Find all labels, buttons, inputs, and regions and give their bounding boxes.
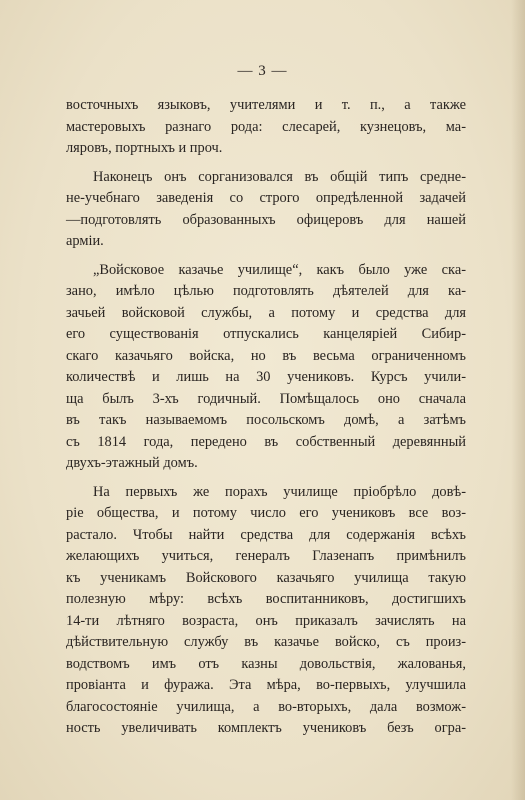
- text-line: ность увеличивать комплектъ учениковъ безъ огра-: [66, 720, 466, 736]
- text-line: провіанта и фуража. Эта мѣра, во-первыхъ, улучшила: [66, 677, 466, 693]
- paragraph: [66, 260, 466, 475]
- paragraph-gap: [66, 160, 466, 167]
- text-line: 14-ти лѣтняго возраста, онъ приказалъ зачислять на: [66, 612, 466, 629]
- text-line: дѣйствительную службу въ казачье войско, съ произ-: [66, 634, 466, 650]
- text-line: въ такъ называемомъ посольскомъ домѣ, а затѣмъ: [66, 412, 466, 428]
- text-line: арміи.: [66, 233, 104, 249]
- text-line: восточныхъ языковъ, учителями и т. п., а также: [66, 97, 466, 113]
- paragraph: [66, 167, 466, 253]
- paragraph: [66, 95, 466, 160]
- text-line: ріе общества, и потому число его учениковъ все воз-: [66, 505, 466, 521]
- page-edge-shadow: [511, 0, 525, 800]
- text-line: его существованія отпускались канцеляріей Сибир-: [66, 326, 466, 342]
- text-line: растало. Чтобы найти средства для содержанія всѣхъ: [66, 526, 466, 543]
- paragraph: [66, 482, 466, 740]
- text-line: ща былъ 3-хъ годичный. Помѣщалось оно сначала: [66, 390, 466, 407]
- text-line: желающихъ учиться, генералъ Глазенапъ примѣнилъ: [66, 548, 466, 564]
- text-line: —подготовлять образованныхъ офицеровъ для нашей: [66, 211, 466, 228]
- text-line: Наконецъ онъ сорганизовался въ общій типъ средне-: [93, 168, 466, 185]
- text-line: съ 1814 года, передено въ собственный деревянный: [66, 433, 466, 450]
- text-line: полезную мѣру: всѣхъ воспитанниковъ, достигшихъ: [66, 591, 466, 607]
- text-line: благосостояніе училища, а во-вторыхъ, дала возмож-: [66, 698, 466, 715]
- paragraph-gap: [66, 253, 466, 260]
- body-text: [66, 95, 466, 740]
- text-line: зачьей войсковой службы, а потому и средства для: [66, 304, 466, 321]
- text-line: количествѣ и лишь на 30 учениковъ. Курсъ учили-: [66, 369, 466, 385]
- text-line: скаго казачьяго войска, но въ весьма ограниченномъ: [66, 347, 466, 364]
- text-line: къ ученикамъ Войскового казачьяго училища такую: [66, 569, 466, 586]
- text-line: На первыхъ же порахъ училище пріобрѣло довѣ-: [93, 483, 466, 500]
- text-line: двухъ-этажный домъ.: [66, 455, 198, 471]
- text-line: „Войсковое казачье училище“, какъ было уже ска-: [93, 261, 466, 278]
- text-line: не-учебнаго заведенія со строго опредѣленной задачей: [66, 190, 466, 206]
- text-line: мастеровыхъ разнаго рода: слесарей, кузнецовъ, ма-: [66, 118, 466, 135]
- page-number: — 3 —: [237, 63, 288, 79]
- text-line: ляровъ, портныхъ и проч.: [66, 140, 223, 156]
- text-line: зано, имѣло цѣлью подготовлять дѣятелей для ка-: [66, 283, 466, 299]
- text-line: водствомъ имъ отъ казны довольствія, жалованья,: [66, 655, 466, 672]
- paragraph-gap: [66, 475, 466, 482]
